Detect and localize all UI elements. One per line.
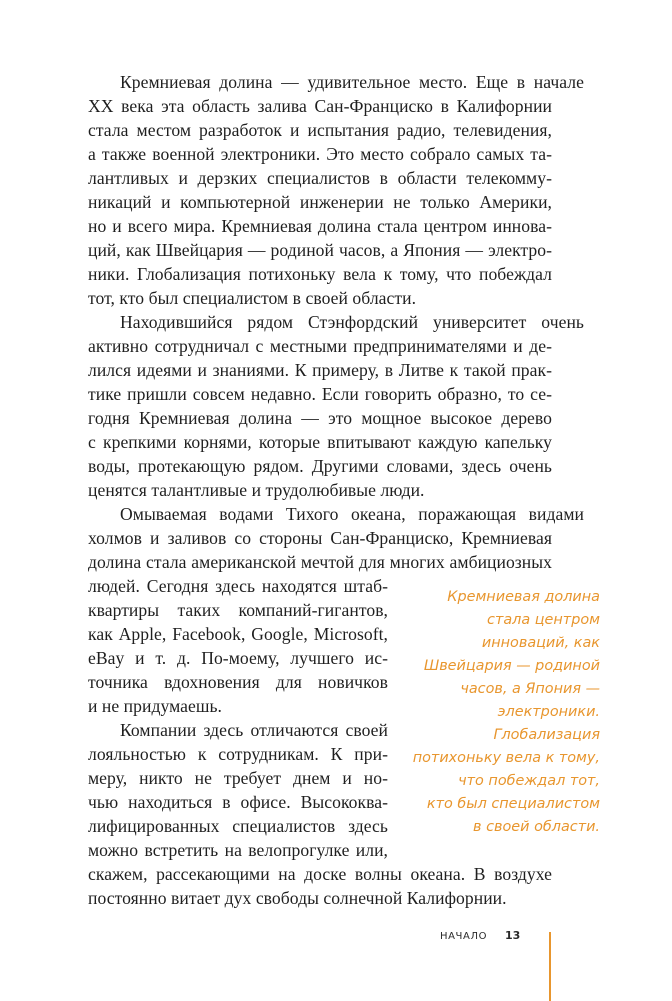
text-line: лояльностью к сотрудникам. К при- [88, 744, 388, 764]
text-line: с крепкими корнями, которые впитывают каждую капельку [88, 432, 552, 452]
text-line: постоянно витает дух свободы солнечной Калифорнии. [88, 888, 507, 908]
text-line: активно сотрудничал с местными предпринимателями и де- [88, 336, 552, 356]
pull-quote-line: Кремниевая долина [447, 589, 600, 605]
text-line: можно встретить на велопрогулке или, [88, 840, 388, 860]
pull-quote-line: часов, а Япония — [460, 681, 600, 697]
text-line: воды, протекающую рядом. Другими словами, здесь очень [88, 456, 552, 476]
text-line: никаций и компьютерной инженерии не только Америки, [88, 192, 552, 212]
text-line: Кремниевая долина — удивительное место. Еще в начале [120, 72, 584, 92]
text-line: но и всего мира. Кремниевая долина стала центром иннова- [88, 216, 552, 236]
text-line: и не придумаешь. [88, 696, 222, 716]
text-line: eBay и т. д. По-моему, лучшего ис- [88, 648, 388, 668]
pull-quote-line: кто был специалистом [426, 796, 600, 812]
text-line: скажем, рассекающими на доске волны океана. В воздухе [88, 864, 552, 884]
text-line: холмов и заливов со стороны Сан-Франциско, Кремниевая [88, 528, 552, 548]
text-line: ценятся талантливые и трудолюбивые люди. [88, 480, 425, 500]
pull-quote-line: Швейцария — родиной [423, 658, 600, 674]
pull-quote-line: Глобализация [493, 727, 600, 743]
footer-accent-rule [549, 932, 551, 1001]
text-line: Омываемая водами Тихого океана, поражающая видами [120, 504, 584, 524]
text-line: стала местом разработок и испытания радио, телевидения, [88, 120, 552, 140]
pull-quote-line: в своей области. [473, 819, 600, 835]
text-line: лантливых и дерзких специалистов в области телекомму- [88, 168, 552, 188]
page-number: 13 [505, 929, 521, 942]
pull-quote-line: что побеждал тот, [458, 773, 600, 789]
text-line: точника вдохновения для новичков [88, 672, 388, 692]
text-line: ники. Глобализация потихоньку вела к тому, что побеждал [88, 264, 552, 284]
text-line: лифицированных специалистов здесь [88, 816, 388, 836]
text-line: лился идеями и знаниями. К примеру, в Литве к такой прак- [88, 360, 552, 380]
text-line: долина стала американской мечтой для многих амбициозных [88, 552, 552, 572]
text-line: Находившийся рядом Стэнфордский университет очень [120, 312, 584, 332]
text-line: XX века эта область залива Сан-Франциско в Калифорнии [88, 96, 552, 116]
text-line: ций, как Швейцария — родиной часов, а Япония — электро- [88, 240, 552, 260]
running-footer-section: НАЧАЛО [440, 931, 488, 942]
text-line: людей. Сегодня здесь находятся штаб- [88, 576, 388, 596]
text-line: чью находиться в офисе. Высококва- [88, 792, 388, 812]
text-line: квартиры таких компаний-гигантов, [88, 600, 388, 620]
text-line: тот, кто был специалистом в своей области. [88, 288, 417, 308]
pull-quote-line: инноваций, как [481, 635, 600, 651]
pull-quote-line: потихоньку вела к тому, [412, 750, 600, 766]
text-line: Компании здесь отличаются своей [120, 720, 388, 740]
text-line: годня Кремниевая долина — это мощное высокое дерево [88, 408, 552, 428]
text-line: а также военной электроники. Это место собрало самых та- [88, 144, 552, 164]
pull-quote-line: электроники. [497, 704, 600, 720]
text-line: тике пришли совсем недавно. Если говорить образно, то се- [88, 384, 552, 404]
pull-quote-line: стала центром [487, 612, 600, 628]
text-line: меру, никто не требует днем и но- [88, 768, 388, 788]
text-line: как Apple, Facebook, Google, Microsoft, [88, 624, 388, 644]
